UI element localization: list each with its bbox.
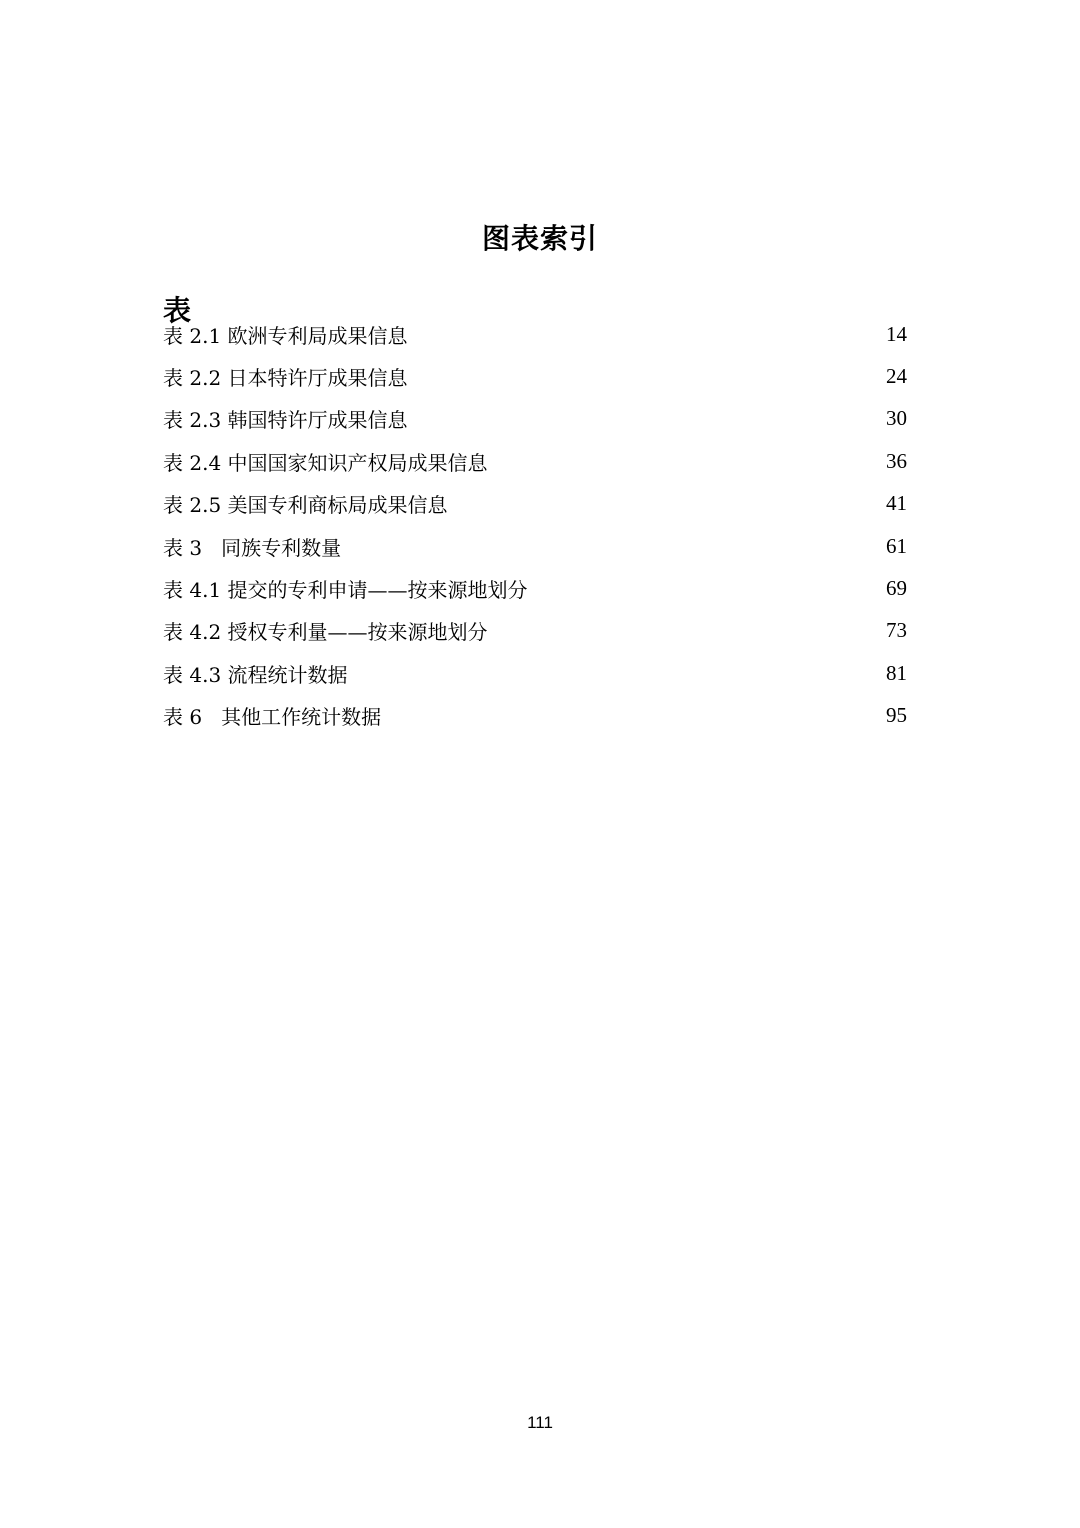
toc-entry-page: 14 xyxy=(886,321,907,346)
toc-entry[interactable] xyxy=(163,652,907,694)
toc-entry-page: 69 xyxy=(886,576,907,601)
toc-entry[interactable] xyxy=(163,483,907,525)
toc-list xyxy=(163,313,907,737)
toc-entry-label: 表 4.2 授权专利量——按来源地划分 xyxy=(163,620,488,645)
toc-entry-page: 73 xyxy=(886,618,907,643)
toc-entry[interactable] xyxy=(163,525,907,567)
toc-entry[interactable] xyxy=(163,567,907,609)
toc-entry-label: 表 6 其他工作统计数据 xyxy=(163,705,382,730)
toc-entry-page: 36 xyxy=(886,448,907,473)
toc-entry[interactable] xyxy=(163,313,907,355)
toc-entry-label: 表 2.1 欧洲专利局成果信息 xyxy=(163,323,408,348)
toc-entry[interactable] xyxy=(163,610,907,652)
page-title: 图表索引 xyxy=(481,221,598,255)
toc-entry-label: 表 4.3 流程统计数据 xyxy=(163,662,348,687)
footer-page-number: 111 xyxy=(527,1413,553,1432)
toc-entry-label: 表 4.1 提交的专利申请——按来源地划分 xyxy=(163,578,528,603)
toc-entry-label: 表 3 同族专利数量 xyxy=(163,535,342,560)
toc-entry-label: 表 2.2 日本特许厅成果信息 xyxy=(163,366,408,391)
toc-entry-page: 41 xyxy=(886,491,907,516)
toc-entry-label: 表 2.3 韩国特许厅成果信息 xyxy=(163,408,408,433)
toc-entry-label: 表 2.4 中国国家知识产权局成果信息 xyxy=(163,450,488,475)
toc-entry-page: 81 xyxy=(886,660,907,685)
toc-entry[interactable] xyxy=(163,440,907,482)
toc-entry-label: 表 2.5 美国专利商标局成果信息 xyxy=(163,493,448,518)
toc-entry[interactable] xyxy=(163,695,907,737)
section-heading: 表 xyxy=(163,294,192,328)
toc-entry-page: 30 xyxy=(886,406,907,431)
toc-entry-page: 95 xyxy=(886,703,907,728)
toc-entry[interactable] xyxy=(163,355,907,397)
toc-entry[interactable] xyxy=(163,398,907,440)
toc-entry-page: 61 xyxy=(886,533,907,558)
toc-entry-page: 24 xyxy=(886,364,907,389)
